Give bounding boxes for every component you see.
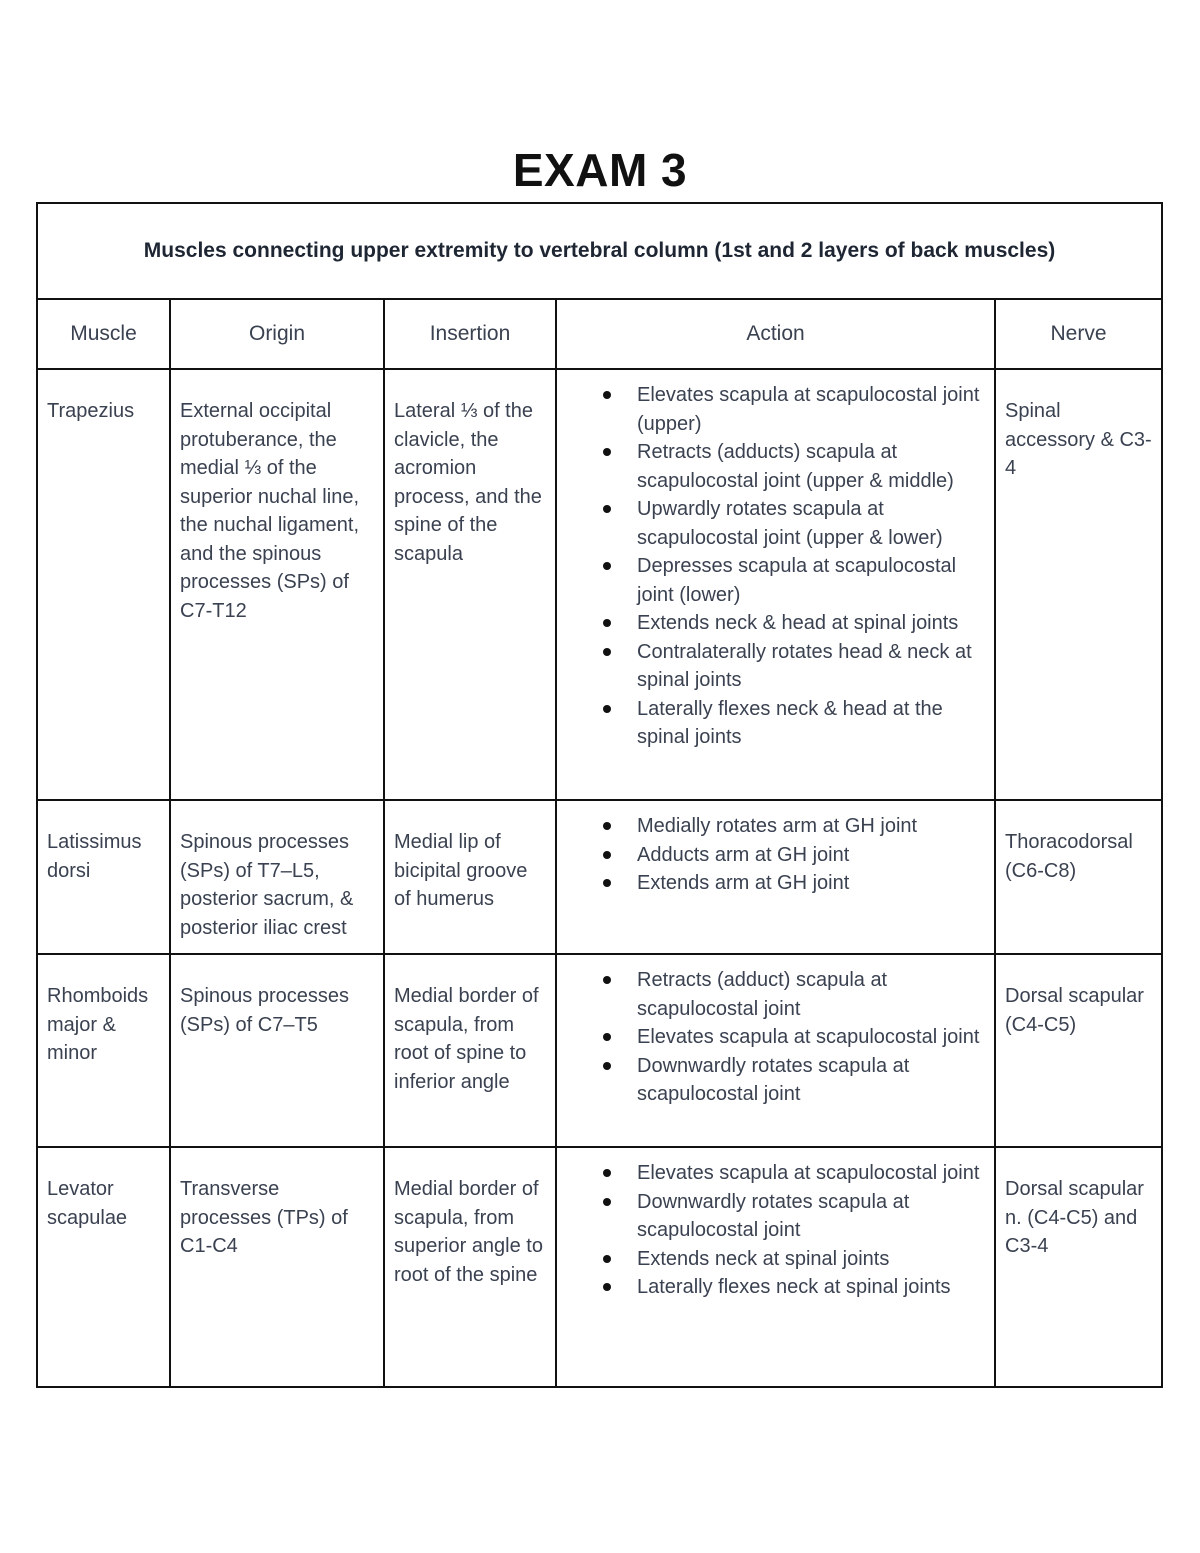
header-muscle: Muscle: [37, 299, 170, 369]
muscle-name: Latissimus dorsi: [47, 831, 142, 882]
insertion-text: Medial border of scapula, from root of spine to inferior angle: [394, 985, 539, 1093]
action-item: Contralaterally rotates head & neck at spinal joints: [603, 638, 986, 695]
action-item: Upwardly rotates scapula at scapulocostal joint (upper & lower): [603, 495, 986, 552]
insertion-cell: [384, 954, 556, 1147]
action-item: Elevates scapula at scapulocostal joint: [603, 1023, 986, 1052]
action-item: Adducts arm at GH joint: [603, 841, 986, 870]
nerve-cell: [995, 954, 1162, 1147]
insertion-text: Medial lip of bicipital groove of humerus: [394, 831, 528, 910]
origin-cell: [170, 800, 384, 954]
action-item: Retracts (adducts) scapula at scapulocostal joint (upper & middle): [603, 438, 986, 495]
origin-cell: [170, 954, 384, 1147]
action-item: Laterally flexes neck at spinal joints: [603, 1273, 986, 1302]
muscle-cell: [37, 800, 170, 954]
action-list: [557, 955, 994, 1119]
action-item: Laterally flexes neck & head at the spinal joints: [603, 695, 986, 752]
nerve-text: Spinal accessory & C3-4: [1005, 400, 1152, 479]
table-row: [37, 800, 1162, 954]
header-origin: Origin: [170, 299, 384, 369]
muscle-name: Trapezius: [47, 400, 135, 422]
action-item: Extends arm at GH joint: [603, 869, 986, 898]
action-list: [557, 370, 994, 762]
action-cell: [556, 369, 995, 800]
header-action: Action: [556, 299, 995, 369]
nerve-cell: [995, 369, 1162, 800]
action-cell: [556, 1147, 995, 1387]
nerve-cell: [995, 1147, 1162, 1387]
origin-text: Spinous processes (SPs) of T7–L5, posterior sacrum, & posterior iliac crest: [180, 831, 354, 939]
insertion-cell: [384, 1147, 556, 1387]
table-row: [37, 369, 1162, 800]
origin-cell: [170, 369, 384, 800]
action-item: Downwardly rotates scapula at scapulocostal joint: [603, 1052, 986, 1109]
action-item: Downwardly rotates scapula at scapulocostal joint: [603, 1188, 986, 1245]
table-row: [37, 1147, 1162, 1387]
muscle-name: Levator scapulae: [47, 1178, 128, 1229]
origin-text: Spinous processes (SPs) of C7–T5: [180, 985, 349, 1036]
muscle-cell: [37, 1147, 170, 1387]
header-nerve: Nerve: [995, 299, 1162, 369]
nerve-text: Dorsal scapular (C4-C5): [1005, 985, 1144, 1036]
nerve-cell: [995, 800, 1162, 954]
action-cell: [556, 800, 995, 954]
action-item: Retracts (adduct) scapula at scapulocostal joint: [603, 966, 986, 1023]
insertion-text: Medial border of scapula, from superior angle to root of the spine: [394, 1178, 543, 1286]
origin-text: Transverse processes (TPs) of C1-C4: [180, 1178, 348, 1257]
muscle-name: Rhomboids major & minor: [47, 985, 149, 1064]
muscle-cell: [37, 954, 170, 1147]
header-insertion: Insertion: [384, 299, 556, 369]
action-item: Extends neck at spinal joints: [603, 1245, 986, 1274]
action-list: [557, 801, 994, 908]
action-cell: [556, 954, 995, 1147]
action-item: Elevates scapula at scapulocostal joint: [603, 1159, 986, 1188]
origin-cell: [170, 1147, 384, 1387]
action-item: Medially rotates arm at GH joint: [603, 812, 986, 841]
insertion-cell: [384, 369, 556, 800]
muscle-table: [36, 202, 1163, 1388]
nerve-text: Dorsal scapular n. (C4-C5) and C3-4: [1005, 1178, 1144, 1257]
table-row: [37, 954, 1162, 1147]
muscle-cell: [37, 369, 170, 800]
nerve-text: Thoracodorsal (C6-C8): [1005, 831, 1133, 882]
page-title: EXAM 3: [512, 144, 688, 196]
action-item: Extends neck & head at spinal joints: [603, 609, 986, 638]
insertion-text: Lateral ⅓ of the clavicle, the acromion process, and the spine of the scapula: [394, 400, 542, 565]
action-item: Depresses scapula at scapulocostal joint (lower): [603, 552, 986, 609]
action-list: [557, 1148, 994, 1312]
action-item: Elevates scapula at scapulocostal joint (upper): [603, 381, 986, 438]
table-caption: Muscles connecting upper extremity to vertebral column (1st and 2 layers of back muscles): [37, 203, 1162, 299]
insertion-cell: [384, 800, 556, 954]
origin-text: External occipital protuberance, the medial ⅓ of the superior nuchal line, the nuchal ligament, and the spinous processes (SPs) of C7-T12: [180, 400, 360, 622]
